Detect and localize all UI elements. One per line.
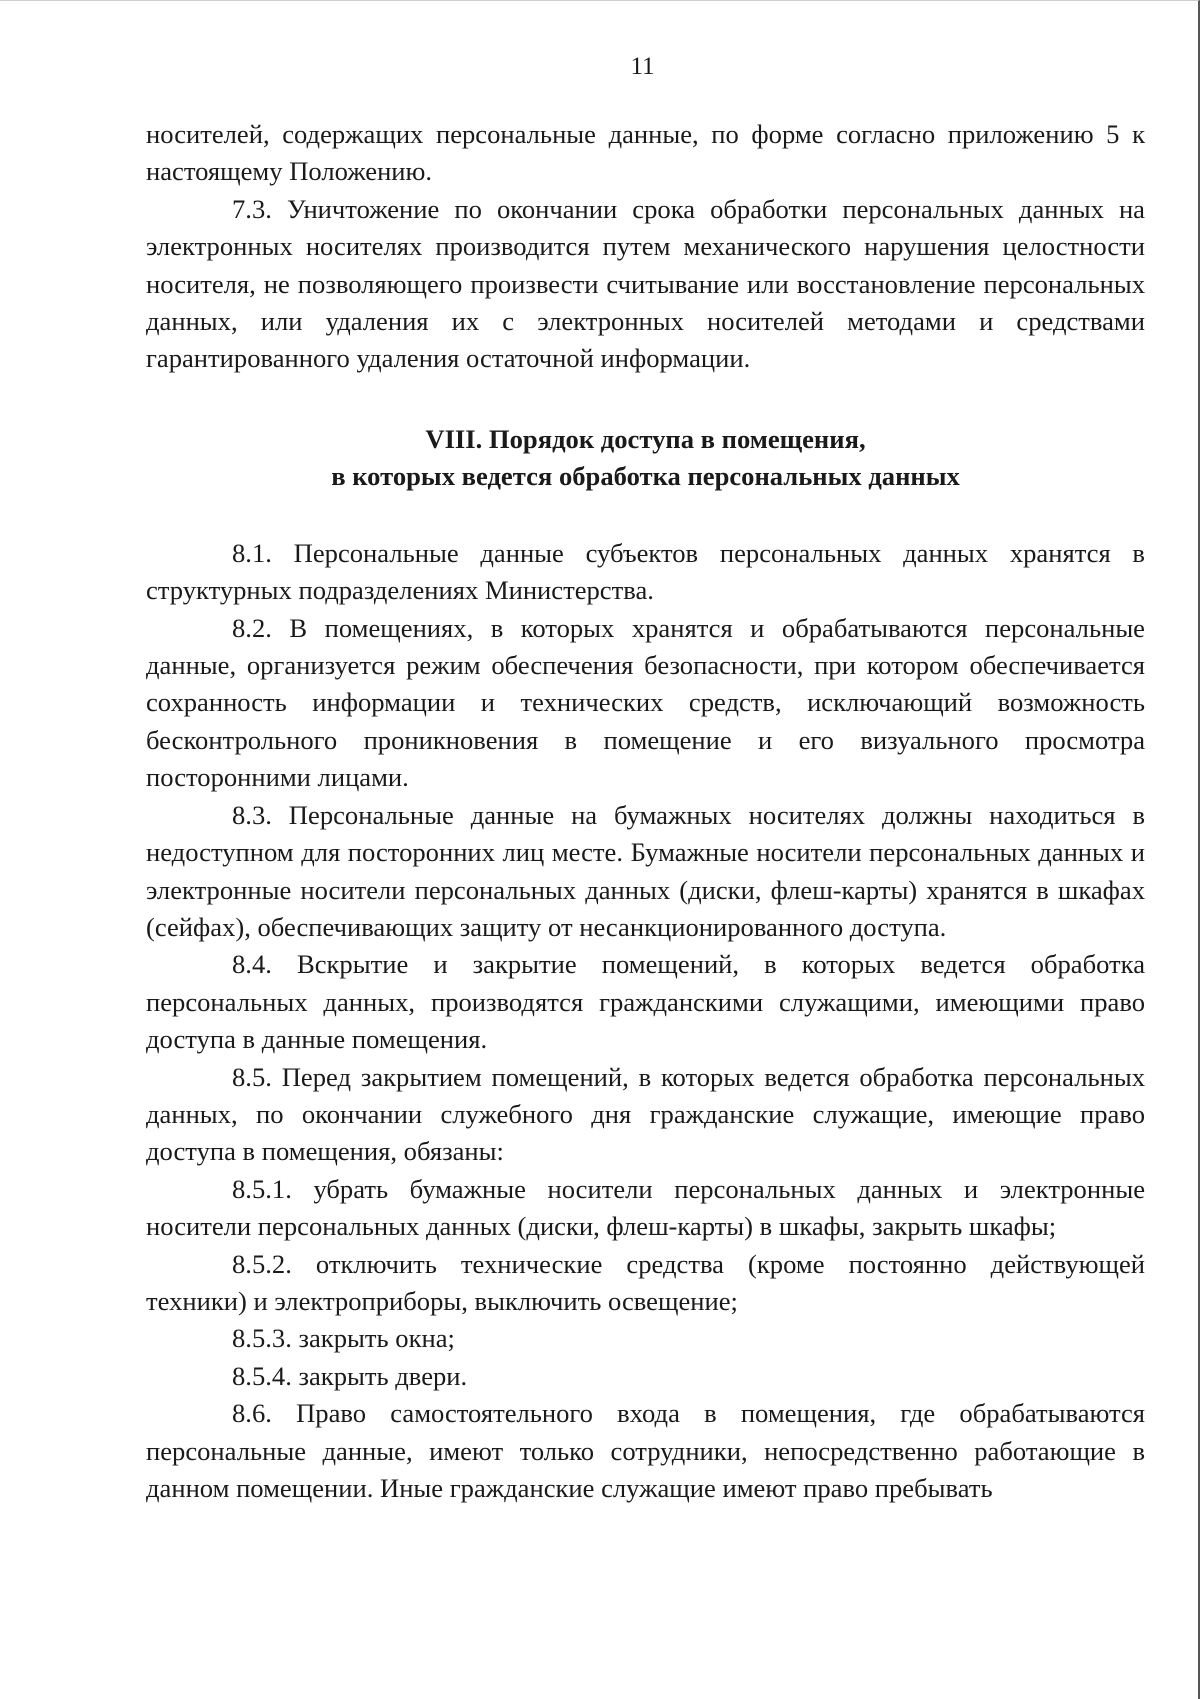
paragraph-8-1: 8.1. Персональные данные субъектов персональных данных хранятся в структурных подразделениях Министерства. — [146, 537, 1145, 606]
paragraph-8-5-3: 8.5.3. закрыть окна; — [232, 1323, 455, 1354]
paragraph-8-2: 8.2. В помещениях, в которых хранятся и обрабатываются персональные данные, организуется режим обеспечения безопасности, при котором обеспечивается сохранность информации и технических средств, исключающий возможность бесконтрольного проникновения в помещение и его визуального просмотра посторонними лицами. — [146, 612, 1145, 793]
section-heading — [146, 421, 1145, 495]
paragraph-8-5-4: 8.5.4. закрыть двери. — [232, 1360, 468, 1391]
paragraph-8-5-2: 8.5.2. отключить технические средства (кроме постоянно действующей техники) и электроприборы, выключить освещение; — [146, 1248, 1145, 1316]
paragraph-8-5: 8.5. Перед закрытием помещений, в которых ведется обработка персональных данных, по окончании служебного дня гражданские служащие, имеющие право доступа в помещения, обязаны: — [146, 1061, 1145, 1167]
paragraph-continuation: носителей, содержащих персональные данные, по форме согласно приложению 5 к настоящему Положению. — [146, 119, 1145, 187]
paragraph-8-3: 8.3. Персональные данные на бумажных носителях должны находиться в недоступном для посторонних лиц месте. Бумажные носители персональных данных и электронные носители персональных данных (диски, флеш-карты) хранятся в шкафах (сейфах), обеспечивающих защиту от несанкционированного доступа. — [146, 799, 1145, 942]
page-number: 11 — [630, 53, 655, 80]
section-title-line-2: в которых ведется обработка персональных данных — [331, 460, 960, 491]
document-body — [146, 116, 1145, 1507]
paragraph-8-4: 8.4. Вскрытие и закрытие помещений, в которых ведется обработка персональных данных, производятся гражданскими служащими, имеющими право доступа в данные помещения. — [146, 949, 1145, 1055]
section-title-line-1: VIII. Порядок доступа в помещения, — [425, 423, 866, 454]
paragraph-8-6: 8.6. Право самостоятельного входа в помещения, где обрабатываются персональные данные, имеют только сотрудники, непосредственно работающие в данном помещении. Иные гражданские служащие имеют право пребывать — [146, 1398, 1145, 1503]
paragraph-8-5-1: 8.5.1. убрать бумажные носители персональных данных и электронные носители персональных данных (диски, флеш-карты) в шкафы, закрыть шкафы; — [146, 1173, 1145, 1242]
paragraph-7-3: 7.3. Уничтожение по окончании срока обработки персональных данных на электронных носителях производится путем механического нарушения целостности носителя, не позволяющего произвести считывание или восстановление персональных данных, или удаления их с электронных носителей методами и средствами гарантированного удаления остаточной информации. — [146, 193, 1145, 374]
